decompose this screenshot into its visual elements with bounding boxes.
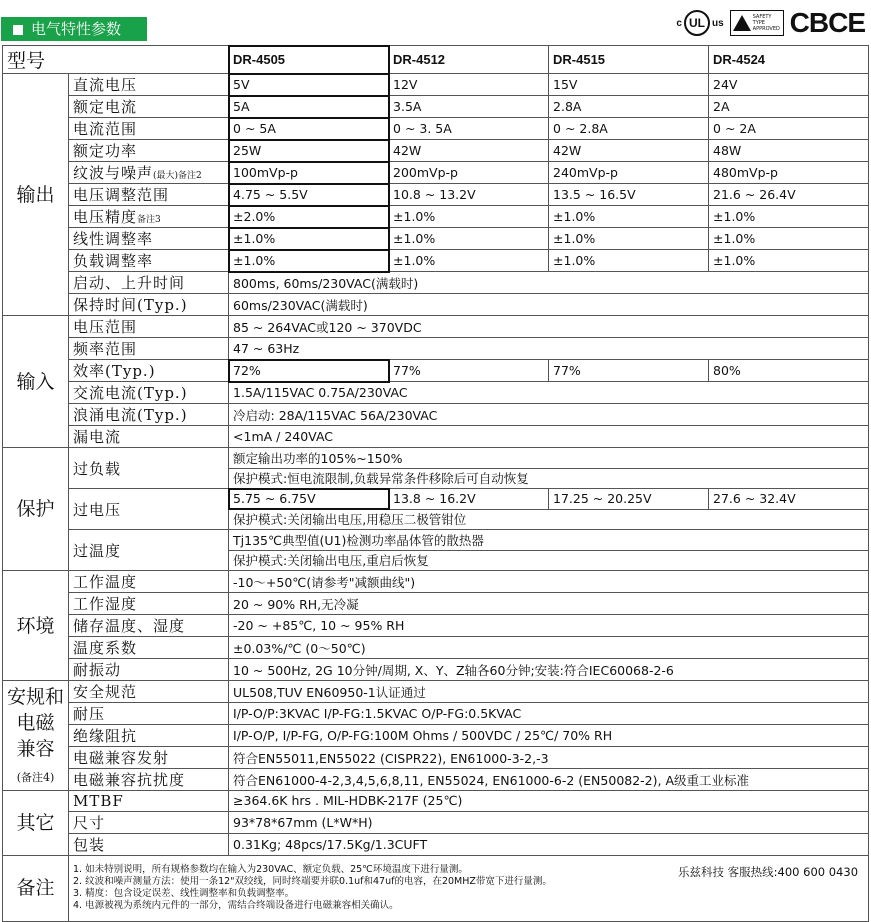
model-name: DR-4524 [709,46,869,74]
spec-value: 77% [389,360,549,382]
spec-value: 85 ~ 264VAC或120 ~ 370VDC [229,316,869,338]
spec-value: ±1.0% [389,206,549,228]
output-row [3,206,869,228]
spec-value: 符合EN61000-4-2,3,4,5,6,8,11, EN55024, EN61000-6-2 (EN50082-2), A级重工业标准 [229,769,869,791]
row-label: 保持时间(Typ.) [69,294,229,316]
row-label: 电压调整范围 [69,184,229,206]
spec-value: 5V [229,74,389,96]
section-header [1,17,147,41]
output-row [3,162,869,184]
output-row [3,96,869,118]
spec-value: ±1.0% [549,206,709,228]
row-note: (最大)备注2 [153,171,202,181]
spec-value: 额定输出功率的105%~150% [229,448,869,469]
spec-value: 42W [389,140,549,162]
row-label: 效率(Typ.) [69,360,229,382]
spec-value: Tj135℃典型值(U1)检测功率晶体管的散热器 [229,530,869,551]
row-label: 安全规范 [69,681,229,703]
spec-value: ±1.0% [229,228,389,250]
spec-value: ≥364.6K hrs . MIL-HDBK-217F (25℃) [229,791,869,812]
protection-row [3,489,869,510]
spec-value: 24V [709,74,869,96]
spec-value: 60ms/230VAC(满载时) [229,294,869,316]
spec-table [2,45,869,922]
spec-value: 42W [549,140,709,162]
row-label: 额定功率 [69,140,229,162]
spec-value: 符合EN55011,EN55022 (CISPR22), EN61000-3-2,-3 [229,747,869,769]
spec-value: 72% [229,360,389,382]
notes-text [69,855,869,921]
tuv-triangle-logo: SAFETY TYPE APPROVED [730,10,784,36]
row-label: 过电压 [69,489,229,530]
spec-value: 480mVp-p [709,162,869,184]
spec-value: ±1.0% [549,228,709,250]
group-safety-emc: 安规和 电磁 兼容 (备注4) [3,681,69,791]
safety-row [3,681,869,703]
spec-value: 10.8 ~ 13.2V [389,184,549,206]
spec-value: 5.75 ~ 6.75V [229,489,389,510]
cb-ce-logo: CBCE [789,7,865,38]
group-other: 其它 [3,791,69,856]
protection-row [3,448,869,469]
spec-value: 200mVp-p [389,162,549,184]
row-label: 电流范围 [69,118,229,140]
row-label: 负载调整率 [69,250,229,272]
spec-value: 21.6 ~ 26.4V [709,184,869,206]
spec-value: 47 ~ 63Hz [229,338,869,360]
spec-value: 保护模式:关闭输出电压,重启后恢复 [229,550,869,571]
contact-hotline: 乐兹科技 客服热线:400 600 0430 [678,865,859,879]
input-row [3,404,869,426]
input-row [3,316,869,338]
spec-value: ±1.0% [389,228,549,250]
row-label: 额定电流 [69,96,229,118]
output-row [3,74,869,96]
spec-value: 1.5A/115VAC 0.75A/230VAC [229,382,869,404]
spec-value: ±1.0% [229,250,389,272]
spec-value: 2A [709,96,869,118]
spec-value: 4.75 ~ 5.5V [229,184,389,206]
spec-value: 77% [549,360,709,382]
spec-value: 5A [229,96,389,118]
spec-value: 0 ~ 5A [229,118,389,140]
spec-value: 17.25 ~ 20.25V [549,489,709,510]
group-notes: 备注 [3,855,69,921]
spec-value: 0 ~ 2A [709,118,869,140]
spec-value: I/P-O/P:3KVAC I/P-FG:1.5KVAC O/P-FG:0.5KVAC [229,703,869,725]
row-label: 浪涌电流(Typ.) [69,404,229,426]
model-name: DR-4505 [229,46,389,74]
spec-value: ±1.0% [709,228,869,250]
model-name: DR-4515 [549,46,709,74]
spec-value: 0 ~ 2.8A [549,118,709,140]
env-row [3,637,869,659]
group-protection: 保护 [3,448,69,571]
spec-value: 保护模式:关闭输出电压,用稳压二极管钳位 [229,509,869,530]
spec-value: ±1.0% [549,250,709,272]
safety-row [3,725,869,747]
group-environment: 环境 [3,571,69,681]
spec-value: 13.5 ~ 16.5V [549,184,709,206]
row-label: 漏电流 [69,426,229,448]
spec-value: ±2.0% [229,206,389,228]
spec-value: 80% [709,360,869,382]
row-label: 工作湿度 [69,593,229,615]
row-label: 直流电压 [69,74,229,96]
square-bullet-icon [13,25,23,35]
spec-value: 0 ~ 3. 5A [389,118,549,140]
other-row [3,811,869,833]
certification-logos [676,8,865,38]
spec-value: ±1.0% [389,250,549,272]
spec-value: 0.31Kg; 48pcs/17.5Kg/1.3CUFT [229,833,869,855]
row-label: 电压精度备注3 [69,206,229,228]
row-label: 耐振动 [69,659,229,681]
row-label: 纹波与噪声(最大)备注2 [69,162,229,184]
other-row [3,791,869,812]
note-line: 2. 纹波和噪声测量方法：使用一条12"双绞线，同时终端要并联0.1uf和47uf的电容，在20MHZ带宽下进行量测。 [73,876,552,887]
spec-value: 冷启动: 28A/115VAC 56A/230VAC [229,404,869,426]
row-label: 工作温度 [69,571,229,593]
spec-value: 100mVp-p [229,162,389,184]
spec-value: -10～+50℃(请参考"减额曲线") [229,571,869,593]
row-label: 电磁兼容抗扰度 [69,769,229,791]
row-label: 温度系数 [69,637,229,659]
spec-value: ±1.0% [709,250,869,272]
spec-value: 15V [549,74,709,96]
output-row [3,118,869,140]
other-row [3,833,869,855]
spec-value: 800ms, 60ms/230VAC(满载时) [229,272,869,294]
output-row [3,250,869,272]
triangle-icon [733,15,751,31]
note-line: 4. 电源被视为系统内元件的一部分，需结合终端设备进行电磁兼容相关确认。 [73,900,399,911]
safety-row [3,747,869,769]
output-row [3,294,869,316]
row-label: 尺寸 [69,811,229,833]
spec-value: 3.5A [389,96,549,118]
row-label: 包装 [69,833,229,855]
row-label: 线性调整率 [69,228,229,250]
safety-row [3,769,869,791]
spec-value: 27.6 ~ 32.4V [709,489,869,510]
note-line: 1. 如未特别说明，所有规格参数均在输入为230VAC、额定负载、25℃环境温度下进行量测。 [73,864,468,875]
spec-value: 保护模式:恒电流限制,负载异常条件移除后可自动恢复 [229,468,869,489]
row-note: 备注3 [137,215,161,225]
row-label: 耐压 [69,703,229,725]
note-line: 3. 精度：包含设定误差、线性调整率和负载调整率。 [73,888,295,899]
spec-value: -20 ~ +85℃, 10 ~ 95% RH [229,615,869,637]
model-label: 型号 [3,46,229,74]
spec-value: I/P-O/P, I/P-FG, O/P-FG:100M Ohms / 500VDC / 25℃/ 70% RH [229,725,869,747]
row-label: 过负载 [69,448,229,489]
env-row [3,615,869,637]
spec-value: 240mVp-p [549,162,709,184]
spec-value: 10 ~ 500Hz, 2G 10分钟/周期, X、Y、Z轴各60分钟;安装:符合IEC60068-2-6 [229,659,869,681]
spec-value: 2.8A [549,96,709,118]
env-row [3,593,869,615]
model-row [3,46,869,74]
safety-row [3,703,869,725]
input-row [3,360,869,382]
spec-value: UL508,TUV EN60950-1认证通过 [229,681,869,703]
spec-value: ±1.0% [709,206,869,228]
output-row [3,140,869,162]
protection-row [3,530,869,551]
input-row [3,338,869,360]
ul-logo: c UL us [676,10,723,36]
row-label: 交流电流(Typ.) [69,382,229,404]
row-label: 频率范围 [69,338,229,360]
group-input: 输入 [3,316,69,448]
spec-value: <1mA / 240VAC [229,426,869,448]
row-label: 绝缘阻抗 [69,725,229,747]
output-row [3,272,869,294]
spec-value: 25W [229,140,389,162]
spec-value: 13.8 ~ 16.2V [389,489,549,510]
model-name: DR-4512 [389,46,549,74]
spec-value: 20 ~ 90% RH,无冷凝 [229,593,869,615]
input-row [3,382,869,404]
row-label: 启动、上升时间 [69,272,229,294]
spec-value: 12V [389,74,549,96]
row-label: 储存温度、湿度 [69,615,229,637]
env-row [3,571,869,593]
row-label: 过温度 [69,530,229,571]
spec-value: 93*78*67mm (L*W*H) [229,811,869,833]
output-row [3,228,869,250]
row-label: 电磁兼容发射 [69,747,229,769]
row-label: 电压范围 [69,316,229,338]
section-title: 电气特性参数 [31,20,122,38]
spec-value: 48W [709,140,869,162]
group-output: 输出 [3,74,69,316]
output-row [3,184,869,206]
spec-value: ±0.03%/℃ (0～50℃) [229,637,869,659]
input-row [3,426,869,448]
env-row [3,659,869,681]
row-label: MTBF [69,791,229,812]
notes-row [3,855,869,921]
